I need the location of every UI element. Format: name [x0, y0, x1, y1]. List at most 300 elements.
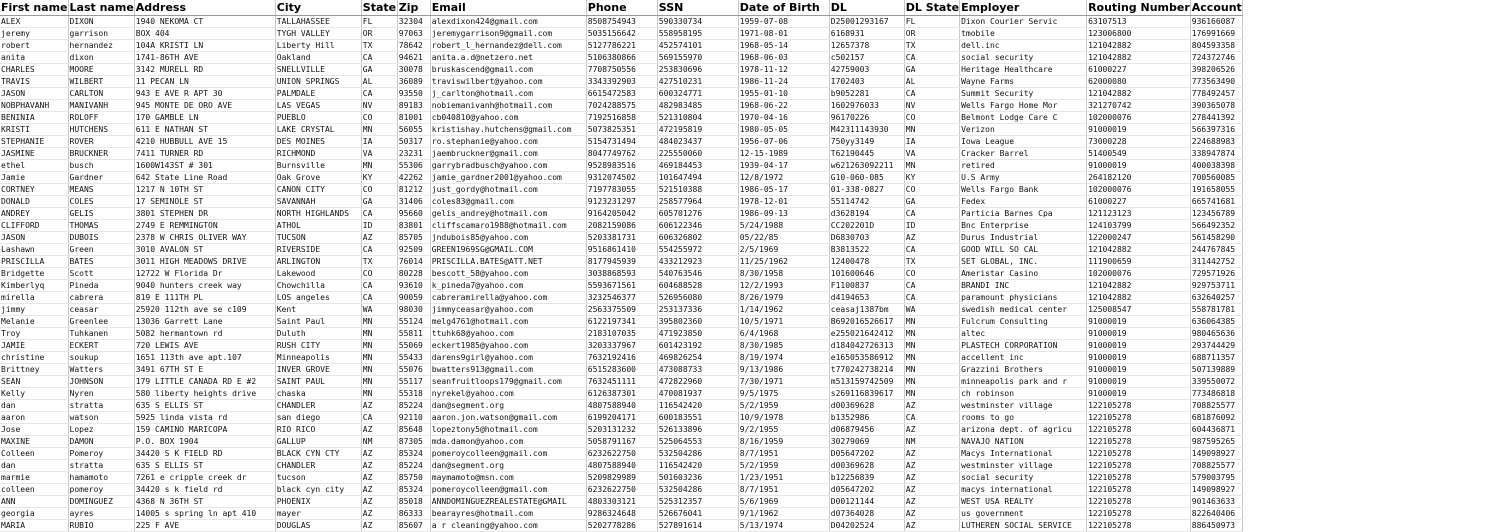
table-cell[interactable]: CHANDLER — [275, 460, 361, 472]
table-cell[interactable]: Troy — [0, 328, 68, 340]
table-cell[interactable]: 5106380866 — [586, 52, 657, 64]
table-cell[interactable]: 93610 — [397, 280, 430, 292]
table-cell[interactable]: 2563375509 — [586, 304, 657, 316]
table-cell[interactable]: 42759003 — [829, 64, 904, 76]
table-cell[interactable]: MN — [904, 388, 959, 400]
table-cell[interactable]: 470081937 — [657, 388, 738, 400]
table-cell[interactable]: jeremy — [0, 28, 68, 40]
column-header[interactable]: Email — [430, 0, 586, 16]
table-cell[interactable]: 1602976033 — [829, 100, 904, 112]
table-cell[interactable]: 91000019 — [1087, 328, 1191, 340]
table-cell[interactable]: CA — [361, 412, 397, 424]
table-cell[interactable]: MN — [904, 160, 959, 172]
table-cell[interactable]: bruskascend@gmail.com — [430, 64, 586, 76]
table-cell[interactable]: paramount physicians — [960, 292, 1087, 304]
table-cell[interactable]: 7632192416 — [586, 352, 657, 364]
table-cell[interactable]: LUTHEREN SOCIAL SERVICE — [960, 520, 1087, 532]
table-cell[interactable]: CO — [904, 268, 959, 280]
table-cell[interactable]: 390365078 — [1190, 100, 1242, 112]
table-cell[interactable]: COLES — [68, 196, 134, 208]
table-cell[interactable]: ANDREY — [0, 208, 68, 220]
table-cell[interactable]: 2378 W CHRIS OLIVER WAY — [134, 232, 275, 244]
table-cell[interactable]: 14005 s spring ln apt 410 — [134, 508, 275, 520]
table-cell[interactable]: 121042882 — [1087, 40, 1191, 52]
table-cell[interactable]: 501603236 — [657, 472, 738, 484]
table-cell[interactable]: georgia — [0, 508, 68, 520]
table-cell[interactable]: marmie — [0, 472, 68, 484]
table-cell[interactable]: 102000076 — [1087, 112, 1191, 124]
table-cell[interactable]: BRUCKNER — [68, 148, 134, 160]
table-cell[interactable]: 2749 E REMMINGTON — [134, 220, 275, 232]
table-cell[interactable]: 729571926 — [1190, 268, 1242, 280]
table-cell[interactable]: 116542420 — [657, 460, 738, 472]
table-cell[interactable]: Green — [68, 244, 134, 256]
table-cell[interactable]: 12657378 — [829, 40, 904, 52]
table-row[interactable] — [0, 424, 1242, 436]
table-cell[interactable]: Jose — [0, 424, 68, 436]
table-cell[interactable]: 97063 — [397, 28, 430, 40]
table-cell[interactable]: 1970-04-16 — [738, 112, 829, 124]
table-cell[interactable]: 579003795 — [1190, 472, 1242, 484]
table-cell[interactable]: 611 E NATHAN ST — [134, 124, 275, 136]
table-cell[interactable]: CO — [904, 112, 959, 124]
table-cell[interactable]: b9052281 — [829, 88, 904, 100]
table-cell[interactable]: 96170226 — [829, 112, 904, 124]
table-cell[interactable]: CA — [904, 280, 959, 292]
table-cell[interactable]: Belmont Lodge Care C — [960, 112, 1087, 124]
table-cell[interactable]: 1971-08-01 — [738, 28, 829, 40]
table-cell[interactable]: Wayne Farms — [960, 76, 1087, 88]
table-cell[interactable]: gelis_andrey@hotmail.com — [430, 208, 586, 220]
table-cell[interactable]: Brittney — [0, 364, 68, 376]
table-cell[interactable]: WEST USA REALTY — [960, 496, 1087, 508]
table-row[interactable] — [0, 268, 1242, 280]
table-cell[interactable]: CA — [361, 88, 397, 100]
table-cell[interactable]: PLASTECH CORPORATION — [960, 340, 1087, 352]
table-cell[interactable]: jamie_gardner2001@yahoo.com — [430, 172, 586, 184]
table-row[interactable] — [0, 292, 1242, 304]
table-cell[interactable]: 91000019 — [1087, 160, 1191, 172]
table-cell[interactable]: D04202524 — [829, 520, 904, 532]
table-cell[interactable]: black cyn city — [275, 484, 361, 496]
table-cell[interactable]: 5058791167 — [586, 436, 657, 448]
table-cell[interactable]: 526956080 — [657, 292, 738, 304]
table-cell[interactable]: macys international — [960, 484, 1087, 496]
table-cell[interactable]: minneapolis park and r — [960, 376, 1087, 388]
table-cell[interactable]: GA — [904, 196, 959, 208]
table-cell[interactable]: busch — [68, 160, 134, 172]
table-cell[interactable]: AZ — [904, 448, 959, 460]
table-cell[interactable]: mayer — [275, 508, 361, 520]
table-cell[interactable]: AZ — [904, 484, 959, 496]
table-cell[interactable]: Lashawn — [0, 244, 68, 256]
table-cell[interactable]: maymamoto@msn.com — [430, 472, 586, 484]
table-cell[interactable]: CA — [904, 52, 959, 64]
table-cell[interactable]: j_carlton@hotmail.com — [430, 88, 586, 100]
table-cell[interactable]: 1940 NEKOMA CT — [134, 16, 275, 28]
table-cell[interactable]: d184042726313 — [829, 340, 904, 352]
table-cell[interactable]: ECKERT — [68, 340, 134, 352]
table-row[interactable] — [0, 364, 1242, 376]
table-cell[interactable]: TX — [361, 256, 397, 268]
table-cell[interactable]: 819 E 111TH PL — [134, 292, 275, 304]
table-cell[interactable]: d07364028 — [829, 508, 904, 520]
table-cell[interactable]: MN — [904, 364, 959, 376]
table-cell[interactable]: d3628194 — [829, 208, 904, 220]
table-cell[interactable]: 1959-07-08 — [738, 16, 829, 28]
table-cell[interactable]: Duluth — [275, 328, 361, 340]
table-cell[interactable]: 400038398 — [1190, 160, 1242, 172]
table-cell[interactable]: 253830696 — [657, 64, 738, 76]
table-cell[interactable]: 87305 — [397, 436, 430, 448]
table-cell[interactable]: 773486818 — [1190, 388, 1242, 400]
table-cell[interactable]: WILBERT — [68, 76, 134, 88]
table-cell[interactable]: 11 PECAN LN — [134, 76, 275, 88]
table-cell[interactable]: AZ — [904, 400, 959, 412]
table-cell[interactable]: 61000227 — [1087, 196, 1191, 208]
table-cell[interactable]: Kelly — [0, 388, 68, 400]
table-cell[interactable]: 6199204171 — [586, 412, 657, 424]
table-cell[interactable]: VA — [904, 148, 959, 160]
table-cell[interactable]: T62190445 — [829, 148, 904, 160]
table-row[interactable] — [0, 220, 1242, 232]
table-cell[interactable]: TRAVIS — [0, 76, 68, 88]
table-cell[interactable]: 1/23/1951 — [738, 472, 829, 484]
table-cell[interactable]: 339550072 — [1190, 376, 1242, 388]
table-cell[interactable]: mirella — [0, 292, 68, 304]
table-cell[interactable]: 3343392903 — [586, 76, 657, 88]
column-header[interactable]: City — [275, 0, 361, 16]
table-cell[interactable]: coles83@gmail.com — [430, 196, 586, 208]
table-cell[interactable]: 9/5/1975 — [738, 388, 829, 400]
table-cell[interactable]: 532504286 — [657, 484, 738, 496]
table-cell[interactable]: 121042882 — [1087, 52, 1191, 64]
table-cell[interactable]: 56055 — [397, 124, 430, 136]
table-cell[interactable]: 606326802 — [657, 232, 738, 244]
table-row[interactable] — [0, 64, 1242, 76]
table-cell[interactable]: 122105278 — [1087, 424, 1191, 436]
table-cell[interactable]: 62000080 — [1087, 76, 1191, 88]
table-cell[interactable]: AZ — [904, 496, 959, 508]
table-cell[interactable]: 73000228 — [1087, 136, 1191, 148]
table-cell[interactable]: 85324 — [397, 484, 430, 496]
table-row[interactable] — [0, 352, 1242, 364]
table-cell[interactable]: pomeroy — [68, 484, 134, 496]
table-row[interactable] — [0, 112, 1242, 124]
table-cell[interactable]: social security — [960, 52, 1087, 64]
table-cell[interactable]: ARLINGTON — [275, 256, 361, 268]
table-cell[interactable]: 123006800 — [1087, 28, 1191, 40]
table-row[interactable] — [0, 148, 1242, 160]
table-cell[interactable]: 1986-09-13 — [738, 208, 829, 220]
table-cell[interactable]: 6/4/1968 — [738, 328, 829, 340]
table-cell[interactable]: 149098927 — [1190, 448, 1242, 460]
table-cell[interactable]: a r cleaning@yahoo.com — [430, 520, 586, 532]
table-cell[interactable]: SEAN — [0, 376, 68, 388]
table-cell[interactable]: RUSH CITY — [275, 340, 361, 352]
table-cell[interactable]: CORTNEY — [0, 184, 68, 196]
table-cell[interactable]: 7411 TURNER RD — [134, 148, 275, 160]
table-cell[interactable]: AZ — [361, 472, 397, 484]
table-cell[interactable]: 6615472583 — [586, 88, 657, 100]
table-cell[interactable]: bwatters913@gmail.com — [430, 364, 586, 376]
table-cell[interactable]: 469184453 — [657, 160, 738, 172]
table-cell[interactable]: 85224 — [397, 460, 430, 472]
table-cell[interactable]: 804593358 — [1190, 40, 1242, 52]
table-cell[interactable]: ATHOL — [275, 220, 361, 232]
table-cell[interactable]: 121042882 — [1087, 292, 1191, 304]
table-cell[interactable]: cliffscamaro1988@hotmail.com — [430, 220, 586, 232]
table-cell[interactable]: 122105278 — [1087, 508, 1191, 520]
table-cell[interactable]: 1968-06-22 — [738, 100, 829, 112]
table-cell[interactable]: CA — [361, 52, 397, 64]
table-cell[interactable]: ethel — [0, 160, 68, 172]
table-cell[interactable]: 5/24/1988 — [738, 220, 829, 232]
table-cell[interactable]: 55306 — [397, 160, 430, 172]
table-cell[interactable]: 9516861410 — [586, 244, 657, 256]
table-cell[interactable]: 8/19/1974 — [738, 352, 829, 364]
table-cell[interactable]: 1980-05-05 — [738, 124, 829, 136]
table-cell[interactable]: CA — [904, 88, 959, 100]
table-cell[interactable]: garrison — [68, 28, 134, 40]
table-cell[interactable]: 8177945939 — [586, 256, 657, 268]
table-cell[interactable]: AZ — [904, 520, 959, 532]
table-cell[interactable]: 225 F AVE — [134, 520, 275, 532]
table-cell[interactable]: 36089 — [397, 76, 430, 88]
table-cell[interactable]: cabreramirella@yahoo.com — [430, 292, 586, 304]
table-cell[interactable]: JASMINE — [0, 148, 68, 160]
table-cell[interactable]: DUBOIS — [68, 232, 134, 244]
table-cell[interactable]: Burnsville — [275, 160, 361, 172]
table-cell[interactable]: Pomeroy — [68, 448, 134, 460]
table-cell[interactable]: ALEX — [0, 16, 68, 28]
table-cell[interactable]: 122000247 — [1087, 232, 1191, 244]
table-cell[interactable]: ID — [361, 220, 397, 232]
table-cell[interactable]: Oak Grove — [275, 172, 361, 184]
table-cell[interactable]: 8/7/1951 — [738, 448, 829, 460]
table-cell[interactable]: 9528983516 — [586, 160, 657, 172]
table-cell[interactable]: 9312074502 — [586, 172, 657, 184]
table-cell[interactable]: MN — [361, 364, 397, 376]
table-cell[interactable]: IA — [361, 136, 397, 148]
table-cell[interactable]: PALMDALE — [275, 88, 361, 100]
table-cell[interactable]: 1939-04-17 — [738, 160, 829, 172]
table-cell[interactable]: NAVAJO NATION — [960, 436, 1087, 448]
table-cell[interactable]: 1651 113th ave apt.107 — [134, 352, 275, 364]
table-cell[interactable]: 600183551 — [657, 412, 738, 424]
table-cell[interactable]: swedish medical center — [960, 304, 1087, 316]
table-row[interactable] — [0, 280, 1242, 292]
table-cell[interactable]: d00369628 — [829, 400, 904, 412]
column-header[interactable]: Date of Birth — [738, 0, 829, 16]
table-row[interactable] — [0, 256, 1242, 268]
table-cell[interactable]: JASON — [0, 88, 68, 100]
table-cell[interactable]: us government — [960, 508, 1087, 520]
table-cell[interactable]: DOMINGUEZ — [68, 496, 134, 508]
table-row[interactable] — [0, 184, 1242, 196]
table-cell[interactable]: 724372746 — [1190, 52, 1242, 64]
table-cell[interactable]: AZ — [361, 232, 397, 244]
table-cell[interactable]: AL — [904, 76, 959, 88]
table-cell[interactable]: AZ — [904, 232, 959, 244]
table-row[interactable] — [0, 412, 1242, 424]
table-cell[interactable]: 12-15-1989 — [738, 148, 829, 160]
table-cell[interactable]: 91000019 — [1087, 352, 1191, 364]
table-cell[interactable]: 1986-05-17 — [738, 184, 829, 196]
table-cell[interactable]: 507139889 — [1190, 364, 1242, 376]
table-cell[interactable]: CO — [361, 268, 397, 280]
table-cell[interactable]: Cracker Barrel — [960, 148, 1087, 160]
table-cell[interactable]: 3038868593 — [586, 268, 657, 280]
table-cell[interactable]: 708825577 — [1190, 400, 1242, 412]
table-cell[interactable]: NV — [361, 100, 397, 112]
table-cell[interactable]: 7708750556 — [586, 64, 657, 76]
table-cell[interactable]: ch robinson — [960, 388, 1087, 400]
table-cell[interactable]: 94621 — [397, 52, 430, 64]
column-header[interactable]: Employer — [960, 0, 1087, 16]
column-header[interactable]: DL — [829, 0, 904, 16]
table-cell[interactable]: KY — [361, 172, 397, 184]
table-cell[interactable]: 9/2/1955 — [738, 424, 829, 436]
table-row[interactable] — [0, 472, 1242, 484]
table-cell[interactable]: GALLUP — [275, 436, 361, 448]
table-cell[interactable]: jimmyceasar@yahoo.com — [430, 304, 586, 316]
table-cell[interactable]: 85750 — [397, 472, 430, 484]
table-cell[interactable]: 9164205042 — [586, 208, 657, 220]
table-cell[interactable]: BRANDI INC — [960, 280, 1087, 292]
table-cell[interactable]: 13036 Garrett Lane — [134, 316, 275, 328]
table-cell[interactable]: 116542420 — [657, 400, 738, 412]
table-cell[interactable]: Wells Fargo Bank — [960, 184, 1087, 196]
table-row[interactable] — [0, 376, 1242, 388]
table-cell[interactable]: 91000019 — [1087, 388, 1191, 400]
table-row[interactable] — [0, 136, 1242, 148]
table-cell[interactable]: SNELLVILLE — [275, 64, 361, 76]
table-cell[interactable]: 635 S ELLIS ST — [134, 400, 275, 412]
table-cell[interactable]: Durus Industrial — [960, 232, 1087, 244]
table-cell[interactable]: alexdixon424@gmail.com — [430, 16, 586, 28]
table-cell[interactable]: 943 E AVE R APT 30 — [134, 88, 275, 100]
table-cell[interactable]: s269116839617 — [829, 388, 904, 400]
table-cell[interactable]: 540763546 — [657, 268, 738, 280]
table-cell[interactable]: 12/2/1993 — [738, 280, 829, 292]
table-row[interactable] — [0, 304, 1242, 316]
table-cell[interactable]: CA — [361, 280, 397, 292]
table-cell[interactable]: 50317 — [397, 136, 430, 148]
table-cell[interactable]: WA — [361, 304, 397, 316]
table-cell[interactable]: 1741-86TH AVE — [134, 52, 275, 64]
table-cell[interactable]: d06879456 — [829, 424, 904, 436]
table-cell[interactable]: 987595265 — [1190, 436, 1242, 448]
table-cell[interactable]: westminster village — [960, 400, 1087, 412]
table-cell[interactable]: 6232622750 — [586, 448, 657, 460]
table-cell[interactable]: t770242738214 — [829, 364, 904, 376]
table-cell[interactable]: 102000076 — [1087, 268, 1191, 280]
table-cell[interactable]: 12722 W Florida Dr — [134, 268, 275, 280]
table-cell[interactable]: Fedex — [960, 196, 1087, 208]
table-cell[interactable]: 1955-01-10 — [738, 88, 829, 100]
table-cell[interactable]: 81001 — [397, 112, 430, 124]
table-cell[interactable]: 5073825351 — [586, 124, 657, 136]
table-cell[interactable]: Summit Security — [960, 88, 1087, 100]
table-cell[interactable]: 600324771 — [657, 88, 738, 100]
table-cell[interactable]: D00121144 — [829, 496, 904, 508]
table-cell[interactable]: Lakewood — [275, 268, 361, 280]
table-cell[interactable]: 122105278 — [1087, 448, 1191, 460]
table-cell[interactable]: CC202201D — [829, 220, 904, 232]
table-cell[interactable]: hamamoto — [68, 472, 134, 484]
table-cell[interactable]: darens9girl@yahoo.com — [430, 352, 586, 364]
table-cell[interactable]: THOMAS — [68, 220, 134, 232]
table-cell[interactable]: Kimberlyq — [0, 280, 68, 292]
table-cell[interactable]: 778492457 — [1190, 88, 1242, 100]
table-cell[interactable]: 7197783055 — [586, 184, 657, 196]
table-cell[interactable]: KY — [904, 172, 959, 184]
table-cell[interactable]: 526676041 — [657, 508, 738, 520]
table-cell[interactable]: 569155970 — [657, 52, 738, 64]
table-cell[interactable]: RIVERSIDE — [275, 244, 361, 256]
table-cell[interactable]: 122105278 — [1087, 484, 1191, 496]
table-row[interactable] — [0, 436, 1242, 448]
table-cell[interactable]: 4807588940 — [586, 460, 657, 472]
table-cell[interactable]: 8508754943 — [586, 16, 657, 28]
table-cell[interactable]: traviswilbert@yahoo.com — [430, 76, 586, 88]
table-cell[interactable]: 91000019 — [1087, 364, 1191, 376]
table-cell[interactable]: 78642 — [397, 40, 430, 52]
table-cell[interactable]: 122105278 — [1087, 436, 1191, 448]
table-cell[interactable]: MAXINE — [0, 436, 68, 448]
table-cell[interactable]: d4194653 — [829, 292, 904, 304]
table-cell[interactable]: 123456789 — [1190, 208, 1242, 220]
table-cell[interactable]: 10/9/1978 — [738, 412, 829, 424]
table-row[interactable] — [0, 316, 1242, 328]
table-cell[interactable]: anita.a.d@netzero.net — [430, 52, 586, 64]
table-row[interactable] — [0, 484, 1242, 496]
table-cell[interactable]: 89183 — [397, 100, 430, 112]
table-cell[interactable]: 1986-11-24 — [738, 76, 829, 88]
table-cell[interactable]: 244767845 — [1190, 244, 1242, 256]
table-cell[interactable]: 5/2/1959 — [738, 400, 829, 412]
table-cell[interactable]: Nyren — [68, 388, 134, 400]
table-cell[interactable]: cb040810@yahoo.com — [430, 112, 586, 124]
table-cell[interactable]: 85607 — [397, 520, 430, 532]
table-cell[interactable]: 566397316 — [1190, 124, 1242, 136]
table-cell[interactable]: Melanie — [0, 316, 68, 328]
table-cell[interactable]: watson — [68, 412, 134, 424]
column-header[interactable]: Phone — [586, 0, 657, 16]
table-cell[interactable]: 3491 67TH ST E — [134, 364, 275, 376]
table-cell[interactable]: SAINT PAUL — [275, 376, 361, 388]
table-cell[interactable]: AZ — [361, 448, 397, 460]
table-cell[interactable]: 01-338-0827 — [829, 184, 904, 196]
table-cell[interactable]: 293744429 — [1190, 340, 1242, 352]
table-cell[interactable]: jndubois85@yahoo.com — [430, 232, 586, 244]
table-cell[interactable]: 2183107035 — [586, 328, 657, 340]
table-row[interactable] — [0, 328, 1242, 340]
table-cell[interactable]: AL — [361, 76, 397, 88]
table-cell[interactable]: ROVER — [68, 136, 134, 148]
table-cell[interactable]: 55811 — [397, 328, 430, 340]
table-cell[interactable]: MN — [904, 376, 959, 388]
table-cell[interactable]: Kent — [275, 304, 361, 316]
table-cell[interactable]: Wells Fargo Home Mor — [960, 100, 1087, 112]
table-cell[interactable]: 427510231 — [657, 76, 738, 88]
table-cell[interactable]: colleen — [0, 484, 68, 496]
table-cell[interactable]: BOX 404 — [134, 28, 275, 40]
table-cell[interactable]: MEANS — [68, 184, 134, 196]
table-cell[interactable]: 482983485 — [657, 100, 738, 112]
table-cell[interactable]: TALLAHASSEE — [275, 16, 361, 28]
